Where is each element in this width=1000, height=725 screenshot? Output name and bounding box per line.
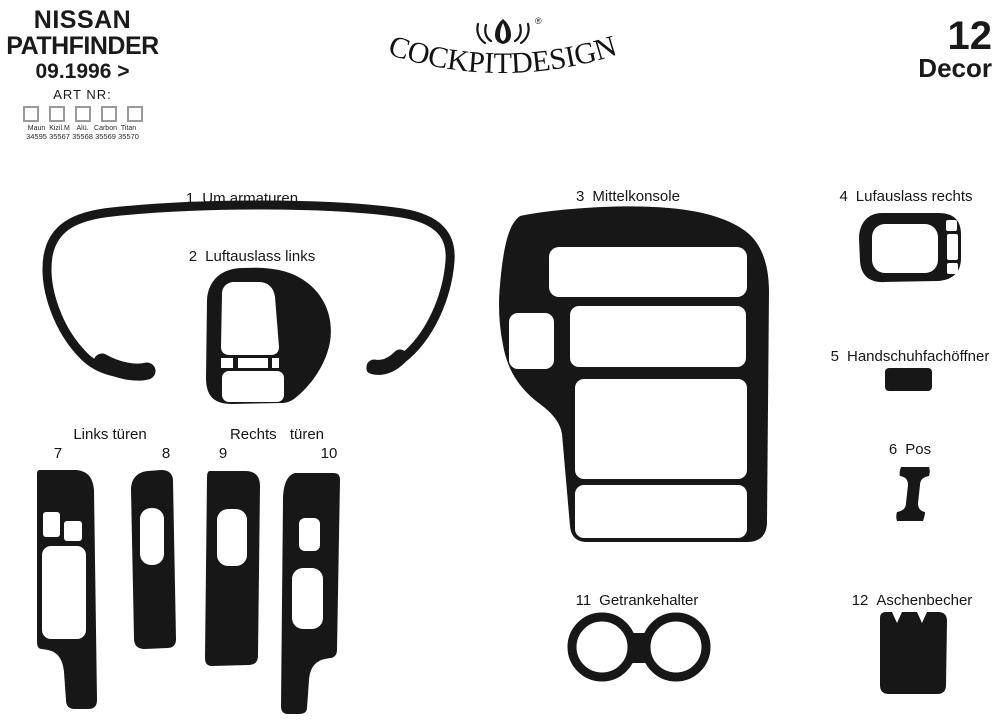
- finish-number: 35567: [49, 132, 70, 142]
- part-6-label: 6 Pos: [888, 441, 932, 458]
- finish-name: Kizil.M: [49, 125, 70, 133]
- part-11-shape: [572, 617, 706, 677]
- part-11-label: 11 Getrankehalter: [575, 592, 699, 609]
- part-10-label: 10: [320, 445, 338, 462]
- group-label-right-doors: Rechts türen: [229, 426, 325, 443]
- part-12-label: 12 Aschenbecher: [851, 592, 973, 609]
- group-label-left-doors: Links türen: [73, 426, 147, 443]
- part-5-label: 5 Handschuhfachöffner: [830, 348, 990, 365]
- finish-name: Titan: [120, 125, 137, 133]
- finish-number: 35568: [72, 132, 93, 142]
- logo-text: COCKPITDESIGN: [385, 29, 621, 81]
- art-nr-label: ART NR:: [53, 87, 112, 103]
- part-12-shape: [880, 612, 947, 694]
- part-8-shape: [131, 470, 176, 649]
- model-name: PATHFINDER: [6, 31, 159, 60]
- finish-name: Carbon: [94, 125, 117, 133]
- decor-count: 12: [947, 14, 992, 58]
- registered-mark: ®: [535, 16, 542, 26]
- part-6-shape: [896, 467, 930, 521]
- part-4-label: 4 Lufauslass rechts: [839, 188, 973, 205]
- finish-number: 34595: [26, 132, 47, 142]
- part-9-shape: [205, 471, 260, 666]
- part-8-label: 8: [161, 445, 171, 462]
- brand-name: NISSAN: [33, 6, 132, 34]
- model-date: 09.1996 >: [35, 60, 130, 83]
- part-2-shape: [206, 268, 331, 404]
- part-3-shape: [499, 206, 769, 542]
- finish-number: 35569: [95, 132, 116, 142]
- decor-label: Decor: [918, 53, 992, 83]
- part-10-shape: [281, 473, 340, 714]
- finish-number: 35570: [118, 132, 139, 142]
- part-7-label: 7: [53, 445, 63, 462]
- part-5-shape: [885, 368, 932, 391]
- part-4-shape: [859, 213, 961, 282]
- finish-name: Maun: [27, 125, 46, 133]
- finish-name: Alü.: [76, 125, 89, 133]
- part-3-label: 3 Mittelkonsole: [576, 188, 680, 205]
- part-9-label: 9: [218, 445, 228, 462]
- part-1-label: 1 Um armaturen: [185, 190, 299, 207]
- part-2-label: 2 Luftauslass links: [188, 248, 316, 265]
- part-7-shape: [37, 470, 97, 709]
